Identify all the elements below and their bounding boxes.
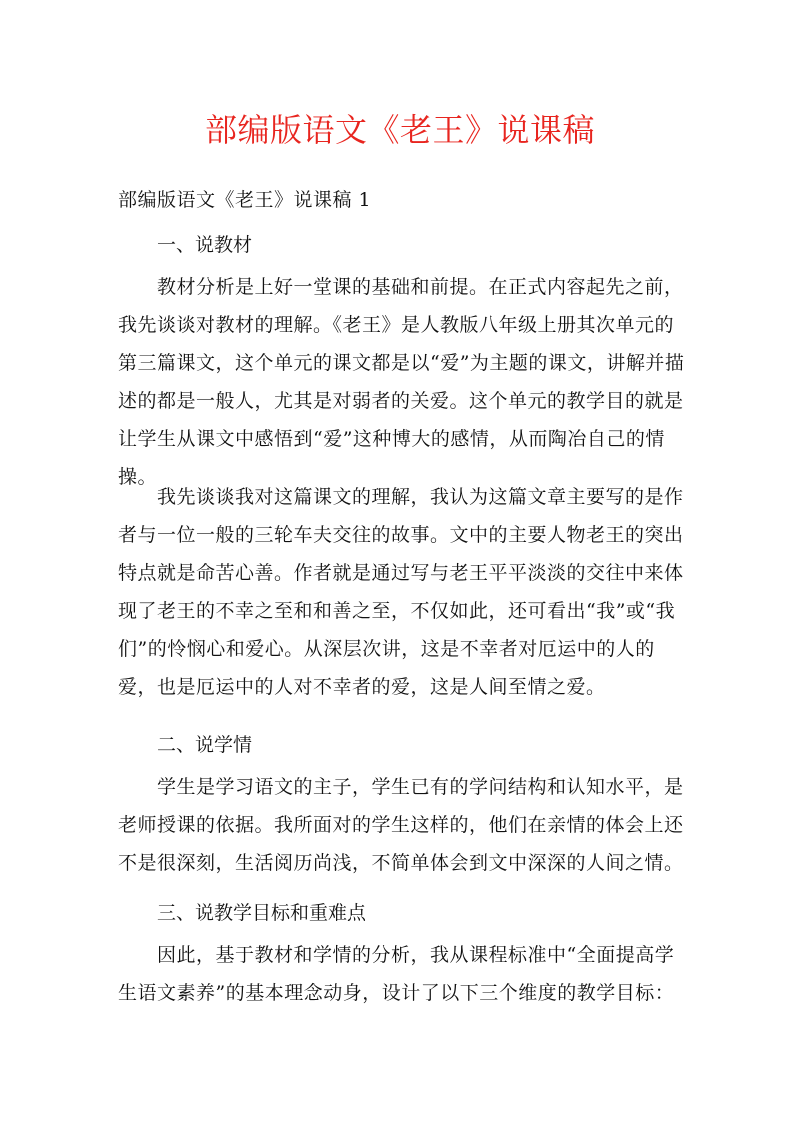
document-title: 部编版语文《老王》说课稿 — [204, 111, 595, 149]
document-subtitle: 部编版语文《老王》说课稿 1 — [118, 189, 372, 211]
section-heading-teaching-goals: 三、说教学目标和重难点 — [157, 902, 367, 924]
paragraph-text-understanding: 我先谈谈我对这篇课文的理解，我认为这篇文章主要写的是作者与一位一般的三轮车夫交往的故事。文中的主要人物老王的突出特点就是命苦心善。作者就是通过写与老王平平淡淡的交往中来体现了老王的不幸之至和和善之至，不仅如此，还可看出“我”或“我们”的怜悯心和爱心。从深层次讲，这是不幸者对厄运中的人的爱，也是厄运中的人对不幸者的爱，这是人间至情之爱。 — [118, 486, 684, 698]
paragraph-teaching-goals: 因此，基于教材和学情的分析，我从课程标准中“全面提高学生语文素养”的基本理念动身，设计了以下三个维度的教学目标： — [118, 944, 675, 1004]
paragraph-textbook-analysis: 教材分析是上好一堂课的基础和前提。在正式内容起先之前，我先谈谈对教材的理解。《老王》是人教版八年级上册其次单元的第三篇课文，这个单元的课文都是以“爱”为主题的课文，讲解并描述的都是一般人，尤其是对弱者的关爱。这个单元的教学目的就是让学生从课文中感悟到“爱”这种博大的感情，从而陶冶自己的情操。 — [118, 276, 685, 488]
section-heading-students: 二、说学情 — [157, 734, 253, 756]
section-heading-textbook: 一、说教材 — [157, 234, 253, 256]
paragraph-student-analysis: 学生是学习语文的主子，学生已有的学问结构和认知水平，是老师授课的依据。我所面对的学生这样的，他们在亲情的体会上还不是很深刻，生活阅历尚浅，不简单体会到文中深深的人间之情。 — [118, 776, 684, 874]
